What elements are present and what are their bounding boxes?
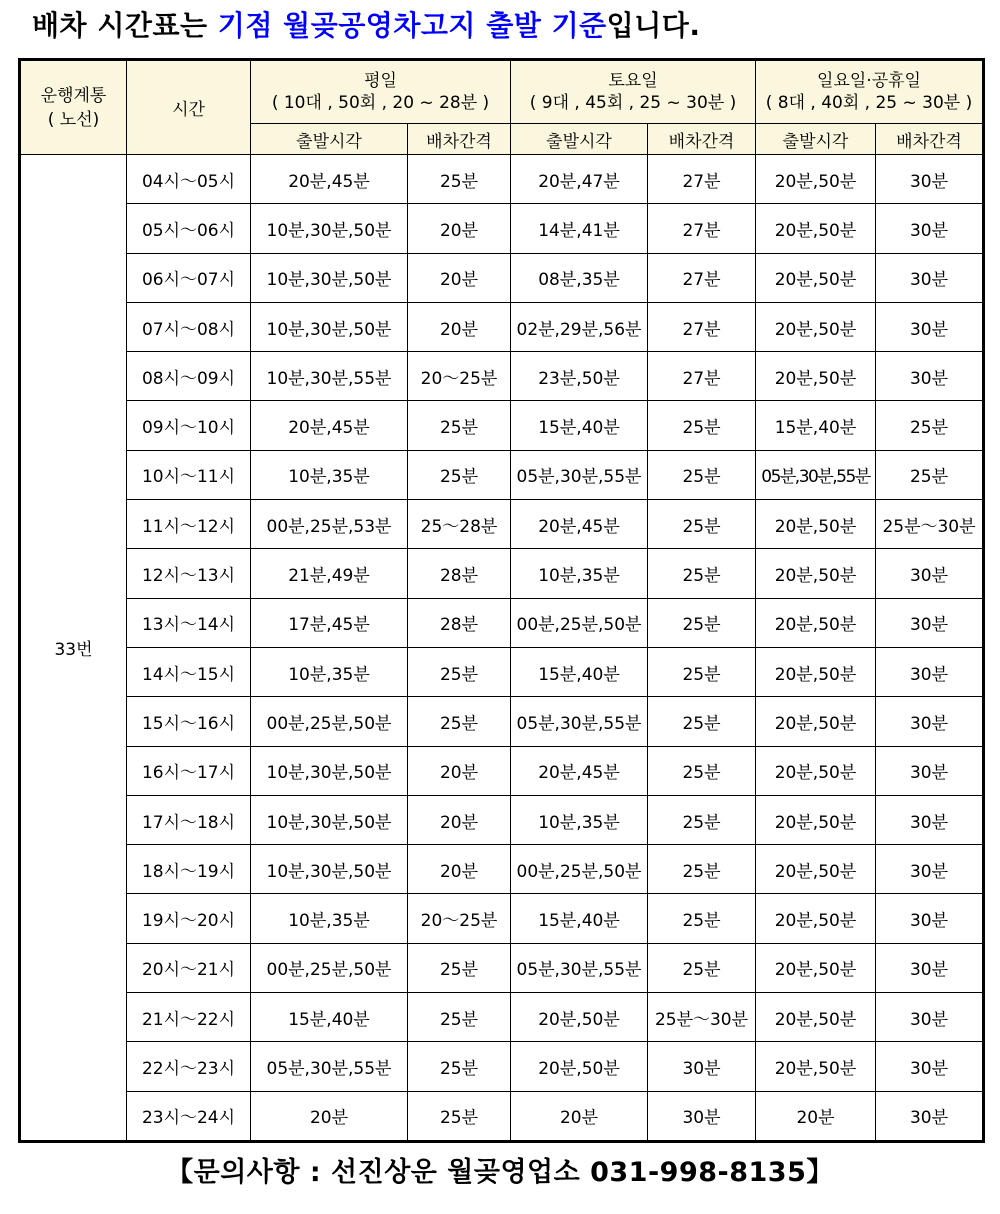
table-row bbox=[20, 204, 984, 253]
holiday-interval-cell: 30분 bbox=[876, 1042, 984, 1091]
time-cell: 22시～23시 bbox=[127, 1042, 251, 1091]
header-row-top bbox=[20, 60, 984, 124]
time-cell: 21시～22시 bbox=[127, 993, 251, 1042]
holiday-interval-cell: 30분 bbox=[876, 894, 984, 943]
title-text-part1: 배차 시간표는 bbox=[32, 9, 218, 42]
time-cell: 06시～07시 bbox=[127, 253, 251, 302]
time-cell: 04시～05시 bbox=[127, 155, 251, 204]
holiday-interval-cell: 30분 bbox=[876, 647, 984, 696]
header-holiday-detail: ( 8대 , 40회 , 25 ~ 30분 ) bbox=[765, 93, 973, 113]
weekday-departure-cell: 10분,35분 bbox=[251, 647, 408, 696]
header-holiday bbox=[756, 60, 984, 124]
table-row bbox=[20, 647, 984, 696]
header-holiday-name: 일요일·공휴일 bbox=[817, 71, 921, 91]
saturday-interval-cell: 25분 bbox=[648, 598, 756, 647]
weekday-interval-cell: 28분 bbox=[408, 598, 511, 647]
time-cell: 16시～17시 bbox=[127, 746, 251, 795]
header-time: 시간 bbox=[127, 60, 251, 155]
saturday-departure-cell: 10분,35분 bbox=[511, 549, 648, 598]
holiday-interval-cell: 30분 bbox=[876, 549, 984, 598]
weekday-departure-cell: 10분,30분,50분 bbox=[251, 302, 408, 351]
holiday-interval-cell: 30분 bbox=[876, 204, 984, 253]
saturday-interval-cell: 25분～30분 bbox=[648, 993, 756, 1042]
saturday-departure-cell: 20분,50분 bbox=[511, 1042, 648, 1091]
holiday-departure-cell: 20분,50분 bbox=[756, 500, 876, 549]
holiday-departure-cell: 20분,50분 bbox=[756, 795, 876, 844]
saturday-interval-cell: 30분 bbox=[648, 1042, 756, 1091]
weekday-interval-cell: 20분 bbox=[408, 746, 511, 795]
header-weekday bbox=[251, 60, 511, 124]
header-weekday-detail: ( 10대 , 50회 , 20 ~ 28분 ) bbox=[271, 93, 490, 113]
holiday-departure-cell: 20분 bbox=[756, 1091, 876, 1141]
saturday-interval-cell: 27분 bbox=[648, 352, 756, 401]
saturday-interval-cell: 25분 bbox=[648, 500, 756, 549]
header-holiday-interval: 배차간격 bbox=[876, 124, 984, 155]
header-route bbox=[20, 60, 127, 155]
saturday-interval-cell: 25분 bbox=[648, 549, 756, 598]
saturday-interval-cell: 25분 bbox=[648, 697, 756, 746]
saturday-departure-cell: 15분,40분 bbox=[511, 647, 648, 696]
header-weekday-name: 평일 bbox=[364, 71, 397, 91]
holiday-interval-cell: 25분 bbox=[876, 401, 984, 450]
weekday-interval-cell: 25분 bbox=[408, 155, 511, 204]
saturday-interval-cell: 25분 bbox=[648, 450, 756, 499]
holiday-interval-cell: 30분 bbox=[876, 746, 984, 795]
header-saturday-dep: 출발시각 bbox=[511, 124, 648, 155]
table-row bbox=[20, 500, 984, 549]
holiday-departure-cell: 15분,40분 bbox=[756, 401, 876, 450]
saturday-departure-cell: 20분,50분 bbox=[511, 993, 648, 1042]
weekday-interval-cell: 20～25분 bbox=[408, 894, 511, 943]
route-cell: 33번 bbox=[20, 155, 127, 1142]
table-row bbox=[20, 352, 984, 401]
weekday-departure-cell: 10분,30분,50분 bbox=[251, 204, 408, 253]
table-row bbox=[20, 253, 984, 302]
table-row bbox=[20, 894, 984, 943]
time-cell: 05시～06시 bbox=[127, 204, 251, 253]
holiday-interval-cell: 30분 bbox=[876, 155, 984, 204]
holiday-interval-cell: 30분 bbox=[876, 697, 984, 746]
weekday-departure-cell: 00분,25분,53분 bbox=[251, 500, 408, 549]
weekday-interval-cell: 25분 bbox=[408, 401, 511, 450]
saturday-departure-cell: 08분,35분 bbox=[511, 253, 648, 302]
time-cell: 23시～24시 bbox=[127, 1091, 251, 1141]
saturday-interval-cell: 25분 bbox=[648, 401, 756, 450]
weekday-departure-cell: 17분,45분 bbox=[251, 598, 408, 647]
saturday-departure-cell: 20분,47분 bbox=[511, 155, 648, 204]
holiday-interval-cell: 25분～30분 bbox=[876, 500, 984, 549]
saturday-interval-cell: 25분 bbox=[648, 845, 756, 894]
time-cell: 10시～11시 bbox=[127, 450, 251, 499]
weekday-interval-cell: 20～25분 bbox=[408, 352, 511, 401]
saturday-interval-cell: 27분 bbox=[648, 155, 756, 204]
saturday-departure-cell: 20분 bbox=[511, 1091, 648, 1141]
header-holiday-dep: 출발시각 bbox=[756, 124, 876, 155]
holiday-departure-cell: 20분,50분 bbox=[756, 155, 876, 204]
time-cell: 18시～19시 bbox=[127, 845, 251, 894]
table-row bbox=[20, 1042, 984, 1091]
time-cell: 20시～21시 bbox=[127, 943, 251, 992]
table-row bbox=[20, 993, 984, 1042]
saturday-departure-cell: 05분,30분,55분 bbox=[511, 450, 648, 499]
schedule-table bbox=[18, 58, 985, 1143]
time-cell: 13시～14시 bbox=[127, 598, 251, 647]
holiday-departure-cell: 20분,50분 bbox=[756, 352, 876, 401]
time-cell: 19시～20시 bbox=[127, 894, 251, 943]
table-row bbox=[20, 549, 984, 598]
holiday-departure-cell: 05분,30분,55분 bbox=[756, 450, 876, 499]
holiday-departure-cell: 20분,50분 bbox=[756, 746, 876, 795]
header-weekday-dep: 출발시각 bbox=[251, 124, 408, 155]
weekday-interval-cell: 28분 bbox=[408, 549, 511, 598]
holiday-departure-cell: 20분,50분 bbox=[756, 697, 876, 746]
time-cell: 11시～12시 bbox=[127, 500, 251, 549]
weekday-departure-cell: 05분,30분,55분 bbox=[251, 1042, 408, 1091]
weekday-interval-cell: 25분 bbox=[408, 450, 511, 499]
holiday-departure-cell: 20분,50분 bbox=[756, 302, 876, 351]
holiday-departure-cell: 20분,50분 bbox=[756, 1042, 876, 1091]
saturday-departure-cell: 05분,30분,55분 bbox=[511, 943, 648, 992]
holiday-departure-cell: 20분,50분 bbox=[756, 253, 876, 302]
header-route-line2: ( 노선) bbox=[47, 109, 100, 130]
header-weekday-interval: 배차간격 bbox=[408, 124, 511, 155]
holiday-departure-cell: 20분,50분 bbox=[756, 204, 876, 253]
weekday-interval-cell: 25분 bbox=[408, 1091, 511, 1141]
header-saturday-detail: ( 9대 , 45회 , 25 ~ 30분 ) bbox=[529, 93, 737, 113]
time-cell: 15시～16시 bbox=[127, 697, 251, 746]
table-row bbox=[20, 943, 984, 992]
weekday-departure-cell: 10분,30분,55분 bbox=[251, 352, 408, 401]
holiday-interval-cell: 30분 bbox=[876, 1091, 984, 1141]
table-row bbox=[20, 598, 984, 647]
header-saturday-name: 토요일 bbox=[608, 71, 658, 91]
title-highlight: 기점 월곶공영차고지 출발 기준 bbox=[217, 9, 607, 42]
weekday-departure-cell: 00분,25분,50분 bbox=[251, 697, 408, 746]
weekday-departure-cell: 10분,30분,50분 bbox=[251, 845, 408, 894]
weekday-interval-cell: 20분 bbox=[408, 204, 511, 253]
holiday-interval-cell: 30분 bbox=[876, 352, 984, 401]
saturday-interval-cell: 25분 bbox=[648, 795, 756, 844]
holiday-departure-cell: 20분,50분 bbox=[756, 943, 876, 992]
saturday-departure-cell: 15분,40분 bbox=[511, 894, 648, 943]
saturday-interval-cell: 30분 bbox=[648, 1091, 756, 1141]
weekday-interval-cell: 25분 bbox=[408, 1042, 511, 1091]
time-cell: 09시～10시 bbox=[127, 401, 251, 450]
header-saturday bbox=[511, 60, 756, 124]
weekday-departure-cell: 10분,30분,50분 bbox=[251, 746, 408, 795]
saturday-departure-cell: 20분,45분 bbox=[511, 746, 648, 795]
table-row bbox=[20, 155, 984, 204]
header-route-line1: 운행계통 bbox=[40, 85, 107, 106]
holiday-interval-cell: 30분 bbox=[876, 993, 984, 1042]
title-text-part2: 입니다. bbox=[606, 9, 701, 42]
table-row bbox=[20, 450, 984, 499]
table-row bbox=[20, 746, 984, 795]
weekday-departure-cell: 20분,45분 bbox=[251, 401, 408, 450]
saturday-departure-cell: 00분,25분,50분 bbox=[511, 845, 648, 894]
time-cell: 14시～15시 bbox=[127, 647, 251, 696]
saturday-interval-cell: 25분 bbox=[648, 943, 756, 992]
saturday-departure-cell: 00분,25분,50분 bbox=[511, 598, 648, 647]
saturday-interval-cell: 25분 bbox=[648, 894, 756, 943]
weekday-departure-cell: 10분,30분,50분 bbox=[251, 795, 408, 844]
saturday-interval-cell: 27분 bbox=[648, 253, 756, 302]
holiday-interval-cell: 25분 bbox=[876, 450, 984, 499]
holiday-interval-cell: 30분 bbox=[876, 253, 984, 302]
holiday-departure-cell: 20분,50분 bbox=[756, 993, 876, 1042]
weekday-departure-cell: 15분,40분 bbox=[251, 993, 408, 1042]
weekday-departure-cell: 21분,49분 bbox=[251, 549, 408, 598]
time-cell: 17시～18시 bbox=[127, 795, 251, 844]
holiday-departure-cell: 20분,50분 bbox=[756, 647, 876, 696]
saturday-interval-cell: 27분 bbox=[648, 302, 756, 351]
saturday-departure-cell: 10분,35분 bbox=[511, 795, 648, 844]
table-row bbox=[20, 401, 984, 450]
table-row bbox=[20, 795, 984, 844]
weekday-interval-cell: 25분 bbox=[408, 697, 511, 746]
holiday-departure-cell: 20분,50분 bbox=[756, 598, 876, 647]
table-row bbox=[20, 1091, 984, 1141]
saturday-interval-cell: 27분 bbox=[648, 204, 756, 253]
saturday-departure-cell: 15분,40분 bbox=[511, 401, 648, 450]
saturday-departure-cell: 05분,30분,55분 bbox=[511, 697, 648, 746]
weekday-departure-cell: 00분,25분,50분 bbox=[251, 943, 408, 992]
time-cell: 08시～09시 bbox=[127, 352, 251, 401]
saturday-departure-cell: 23분,50분 bbox=[511, 352, 648, 401]
weekday-interval-cell: 20분 bbox=[408, 795, 511, 844]
weekday-interval-cell: 25～28분 bbox=[408, 500, 511, 549]
holiday-interval-cell: 30분 bbox=[876, 845, 984, 894]
holiday-interval-cell: 30분 bbox=[876, 302, 984, 351]
weekday-interval-cell: 25분 bbox=[408, 943, 511, 992]
weekday-departure-cell: 10분,35분 bbox=[251, 450, 408, 499]
header-saturday-interval: 배차간격 bbox=[648, 124, 756, 155]
weekday-departure-cell: 20분,45분 bbox=[251, 155, 408, 204]
saturday-departure-cell: 20분,45분 bbox=[511, 500, 648, 549]
holiday-interval-cell: 30분 bbox=[876, 795, 984, 844]
table-row bbox=[20, 845, 984, 894]
saturday-interval-cell: 25분 bbox=[648, 746, 756, 795]
weekday-departure-cell: 10분,30분,50분 bbox=[251, 253, 408, 302]
weekday-interval-cell: 25분 bbox=[408, 647, 511, 696]
time-cell: 12시～13시 bbox=[127, 549, 251, 598]
time-cell: 07시～08시 bbox=[127, 302, 251, 351]
weekday-departure-cell: 20분 bbox=[251, 1091, 408, 1141]
saturday-departure-cell: 02분,29분,56분 bbox=[511, 302, 648, 351]
weekday-departure-cell: 10분,35분 bbox=[251, 894, 408, 943]
contact-footer: 【문의사항 : 선진상운 월곶영업소 031-998-8135】 bbox=[166, 1157, 834, 1188]
holiday-interval-cell: 30분 bbox=[876, 598, 984, 647]
saturday-departure-cell: 14분,41분 bbox=[511, 204, 648, 253]
weekday-interval-cell: 25분 bbox=[408, 993, 511, 1042]
schedule-body bbox=[20, 155, 984, 1142]
weekday-interval-cell: 20분 bbox=[408, 253, 511, 302]
table-row bbox=[20, 697, 984, 746]
holiday-departure-cell: 20분,50분 bbox=[756, 549, 876, 598]
weekday-interval-cell: 20분 bbox=[408, 302, 511, 351]
saturday-interval-cell: 25분 bbox=[648, 647, 756, 696]
holiday-interval-cell: 30분 bbox=[876, 943, 984, 992]
weekday-interval-cell: 20분 bbox=[408, 845, 511, 894]
holiday-departure-cell: 20분,50분 bbox=[756, 894, 876, 943]
table-row bbox=[20, 302, 984, 351]
holiday-departure-cell: 20분,50분 bbox=[756, 845, 876, 894]
page-title bbox=[32, 2, 700, 50]
